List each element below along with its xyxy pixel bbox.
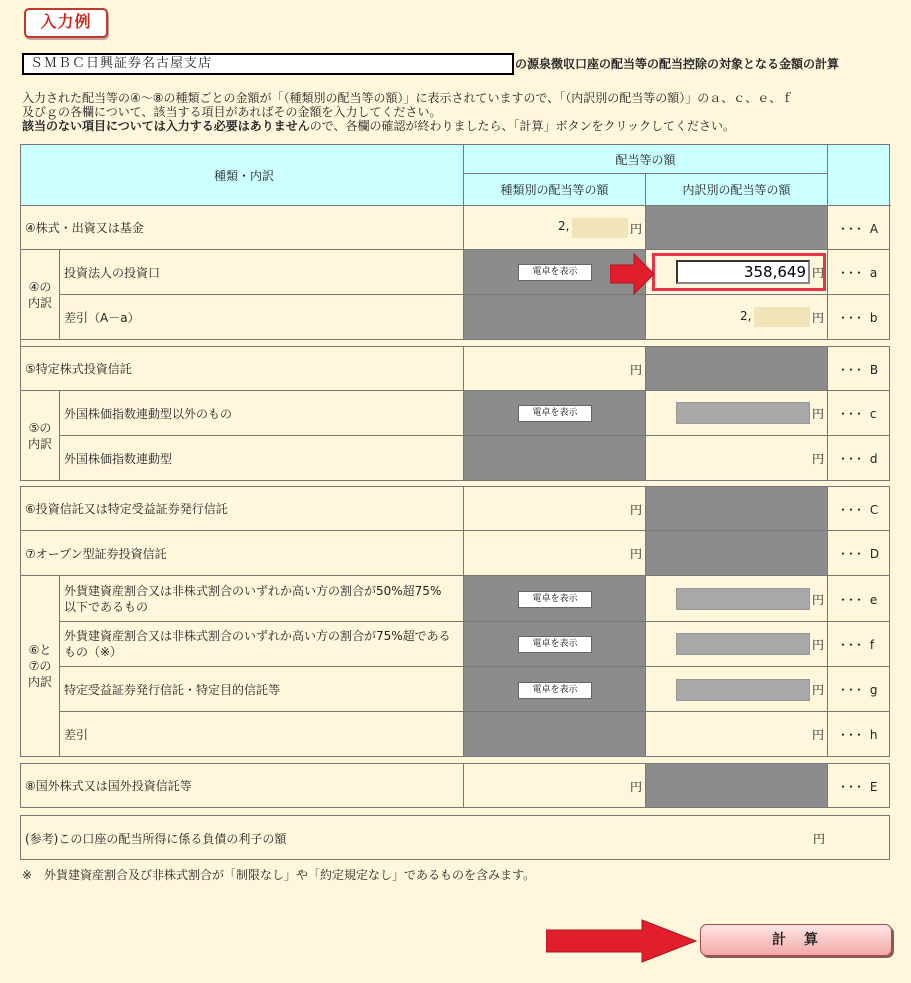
row-D-suffix: ･･･ D xyxy=(828,531,890,576)
row-E-suffix: ･･･ E xyxy=(828,763,890,808)
row-h-suffix: ･･･ h xyxy=(828,712,890,757)
row-B-label: ⑤特定株式投資信託 xyxy=(20,346,464,391)
header-by-breakdown: 内訳別の配当等の額 xyxy=(646,174,828,206)
row-E-breakdown-disabled xyxy=(646,763,828,808)
header-amount: 配当等の額 xyxy=(464,144,828,174)
row-C-label: ⑥投資信託又は特定受益証券発行信託 xyxy=(20,486,464,531)
row-C-breakdown-disabled xyxy=(646,486,828,531)
row-E-label: ⑧国外株式又は国外投資信託等 xyxy=(20,763,464,808)
amount-input-c[interactable] xyxy=(676,402,810,424)
row-B-amount: 円 xyxy=(464,346,646,391)
row-E-amount: 円 xyxy=(464,763,646,808)
instructions xyxy=(22,91,892,133)
calculate-button[interactable] xyxy=(700,924,892,956)
row-h-amount-disabled xyxy=(464,712,646,757)
row-e-label: 外貨建資産割合又は非株式割合のいずれか高い方の割合が50%超75%以下であるもの xyxy=(60,576,464,622)
row-A-amount: 2, 円 xyxy=(464,205,646,250)
row-b-suffix: ･･･ b xyxy=(828,295,890,340)
reference-row: (参考)この口座の配当所得に係る負債の利子の額 円 xyxy=(20,815,890,860)
row-c-label: 外国株価指数連動型以外のもの xyxy=(60,391,464,436)
row-A-suffix: ･･･ A xyxy=(828,205,890,250)
calculator-button-e[interactable]: 電卓を表示 xyxy=(518,591,592,608)
arrow-right-icon xyxy=(610,252,656,296)
footnote: ※ 外貨建資産割合及び非株式割合が「制限なし」や「約定規定なし」であるものを含みます。 xyxy=(22,868,536,882)
row-f-label: 外貨建資産割合又は非株式割合のいずれか高い方の割合が75%超であるもの（※） xyxy=(60,622,464,667)
row-g-amount xyxy=(464,667,646,712)
row-D-label: ⑦オープン型証券投資信託 xyxy=(20,531,464,576)
reference-label: (参考)この口座の配当所得に係る負債の利子の額 xyxy=(25,832,287,846)
row-e-breakdown: 円 xyxy=(646,576,828,622)
row-b-label: 差引（A－a） xyxy=(60,295,464,340)
instructions-line2: 及びｇの各欄について、該当する項目があればその金額を入力してください。 xyxy=(22,105,442,119)
amount-input-f[interactable] xyxy=(676,633,810,655)
amount-input-g[interactable] xyxy=(676,679,810,701)
row-B-breakdown-disabled xyxy=(646,346,828,391)
calculator-button-a[interactable]: 電卓を表示 xyxy=(518,264,592,281)
input-example-badge: 入力例 xyxy=(24,8,108,38)
row-C-suffix: ･･･ C xyxy=(828,486,890,531)
row-g-suffix: ･･･ g xyxy=(828,667,890,712)
group-6-7-label: ⑥と ⑦の 内訳 xyxy=(20,576,60,757)
row-h-label: 差引 xyxy=(60,712,464,757)
row-d-label: 外国株価指数連動型 xyxy=(60,436,464,481)
header-by-type: 種類別の配当等の額 xyxy=(464,174,646,206)
row-d-amount-disabled xyxy=(464,436,646,481)
row-c-amount xyxy=(464,391,646,436)
row-A-breakdown-disabled xyxy=(646,205,828,250)
row-a-suffix: ･･･ a xyxy=(828,250,890,295)
row-b-breakdown: 2, 円 xyxy=(646,295,828,340)
calculator-button-g[interactable]: 電卓を表示 xyxy=(518,682,592,699)
calculator-button-f[interactable]: 電卓を表示 xyxy=(518,636,592,653)
row-d-suffix: ･･･ d xyxy=(828,436,890,481)
instructions-line1: 入力された配当等の④～⑧の種類ごとの金額が「（種類別の配当等の額）」に表示されていますので、「（内訳別の配当等の額）」のａ、ｃ、ｅ、ｆ xyxy=(22,91,794,105)
row-d-breakdown: 円 xyxy=(646,436,828,481)
row-g-label: 特定受益証券発行信託・特定目的信託等 xyxy=(60,667,464,712)
page-title: の源泉徴収口座の配当等の配当控除の対象となる金額の計算 xyxy=(515,57,840,71)
amount-input-a[interactable] xyxy=(676,260,810,284)
row-e-amount xyxy=(464,576,646,622)
row-c-breakdown: 円 xyxy=(646,391,828,436)
amount-input-e[interactable] xyxy=(676,588,810,610)
calculator-button-c[interactable]: 電卓を表示 xyxy=(518,405,592,422)
row-C-amount: 円 xyxy=(464,486,646,531)
row-c-suffix: ･･･ c xyxy=(828,391,890,436)
header-type: 種類・内訳 xyxy=(20,144,464,206)
row-f-suffix: ･･･ f xyxy=(828,622,890,667)
row-A-label: ④株式・出資又は基金 xyxy=(20,205,464,250)
header-blank xyxy=(828,144,890,206)
row-f-amount xyxy=(464,622,646,667)
instructions-bold: 該当のない項目については入力する必要はありません xyxy=(22,119,310,133)
group-4-label: ④の 内訳 xyxy=(20,250,60,340)
instructions-line3: ので、各欄の確認が終わりましたら、「計算」ボタンをクリックしてください。 xyxy=(309,119,736,133)
row-f-breakdown: 円 xyxy=(646,622,828,667)
arrow-right-icon xyxy=(546,918,698,964)
dividend-table xyxy=(20,144,890,860)
row-D-breakdown-disabled xyxy=(646,531,828,576)
row-B-suffix: ･･･ B xyxy=(828,346,890,391)
group-5-label: ⑤の 内訳 xyxy=(20,391,60,481)
calculate-button-label: 計 算 xyxy=(772,932,820,948)
row-e-suffix: ･･･ e xyxy=(828,576,890,622)
row-g-breakdown: 円 xyxy=(646,667,828,712)
row-a-label: 投資法人の投資口 xyxy=(60,250,464,295)
row-b-amount-disabled xyxy=(464,295,646,340)
row-a-breakdown: 358,649 円 xyxy=(646,250,828,295)
branch-name-field: ＳＭＢＣ日興証券名古屋支店 xyxy=(22,53,514,75)
row-D-amount: 円 xyxy=(464,531,646,576)
row-h-breakdown: 円 xyxy=(646,712,828,757)
